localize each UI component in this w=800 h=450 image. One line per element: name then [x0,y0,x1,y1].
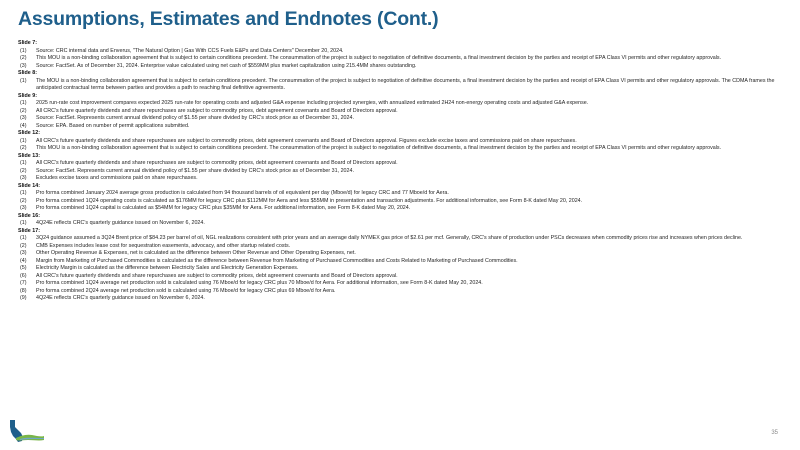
endnote-number: (2) [20,242,27,249]
endnote-item [18,288,788,296]
endnote-number: (2) [20,107,27,114]
endnote-text: Pro forma combined 1Q24 average net production sold is calculated using 76 Mboe/d for legacy CRC plus 70 Mboe/d for Aera. For additional information, see Form 8-K dated May 20, 2024. [36,280,483,286]
endnote-text: Other Operating Revenue & Expenses, net is calculated as the difference between Other Revenue and Other Operating Expenses, net. [36,250,356,256]
endnote-text: All CRC's future quarterly dividends and share repurchases are subject to commodity prices, debt agreement covenants and Board of Directors approval. [36,107,398,114]
endnote-number: (4) [20,122,27,129]
slide-heading: Slide 7: [18,40,38,46]
endnote-item [18,205,788,213]
endnote-number: (2) [20,145,27,151]
slide-heading: Slide 9: [18,92,38,99]
endnote-item [18,265,788,273]
endnote-number: (3) [20,115,27,121]
endnote-text: The MOU is a non-binding collaboration agreement that is subject to certain conditions precedent. The consummation of the project is subject to negotiation of definitive documents, a final investment decision by the parties and receipt of EPA Class VI permits and other regulatory approvals. The CDMA frames the anticipated contractual terms between parties and provides a path to reaching final definitive agreements. [36,77,775,91]
endnote-number: (1) [20,160,27,166]
slide-heading: Slide 17: [18,227,40,234]
endnote-number: (1) [20,77,27,84]
endnote-item [18,250,788,258]
endnote-item [18,115,788,123]
endnote-text: Pro forma combined 1Q24 capital is calculated as $54MM for legacy CRC plus $35MM for Aera. For additional information, see Form 8-K dated May 20, 2024. [36,205,411,211]
slide-heading: Slide 12: [18,130,40,136]
endnote-item [18,63,788,71]
endnote-item [18,190,788,198]
slide-heading: Slide 16: [18,212,40,219]
endnote-text: 4Q24E reflects CRC's quarterly guidance issued on November 6, 2024. [36,295,205,301]
endnote-number: (1) [20,190,27,196]
endnote-number: (6) [20,272,27,279]
endnote-item [18,78,788,93]
endnote-text: Pro forma combined 1Q24 operating costs is calculated as $176MM for legacy CRC plus $112MM for Aera and less $55MM in presentation and transaction adjustments. For additional information, see Form 8-K dated May 20, 2024. [36,197,583,204]
endnote-number: (3) [20,205,27,211]
endnote-number: (3) [20,62,27,69]
endnote-text: Source: FactSet. As of December 31, 2024. Enterprise value calculated using net cash of $559MM plus market capitalization using 215.4MM shares outstanding. [36,62,417,69]
endnote-item [18,160,788,168]
endnote-item [18,138,788,146]
endnote-text: Margin from Marketing of Purchased Commodities is calculated as the difference between Revenue from Marketing of Purchased Commodities and Costs Related to Marketing of Purchased Commodities. [36,257,518,264]
endnote-text: 4Q24E reflects CRC's quarterly guidance issued on November 6, 2024. [36,220,205,226]
endnote-number: (9) [20,295,27,301]
endnote-number: (5) [20,265,27,271]
endnote-number: (2) [20,167,27,174]
endnote-item [18,295,788,303]
endnote-item [18,258,788,266]
endnote-item [18,108,788,116]
endnote-item [18,100,788,108]
page-number: 35 [771,430,778,436]
endnote-text: This MOU is a non-binding collaboration agreement that is subject to certain conditions precedent. The consummation of the project is subject to negotiation of definitive documents, a final investment decision by the parties and receipt of EPA Class VI permits and other regulatory approvals. [36,55,722,61]
endnote-number: (1) [20,137,27,144]
endnote-text: This MOU is a non-binding collaboration agreement that is subject to certain conditions precedent. The consummation of the project is subject to negotiation of definitive documents, a final investment decision by the parties and receipt of EPA Class VI permits and other regulatory approvals. [36,145,722,151]
slide-heading: Slide 8: [18,70,38,76]
endnote-text: Source: FactSet. Represents current annual dividend policy of $1.55 per share divided by CRC's stock price as of December 31, 2024. [36,167,354,174]
endnote-number: (1) [20,220,27,226]
page-title: Assumptions, Estimates and Endnotes (Cont.) [18,8,439,30]
california-shape-logo [6,418,46,444]
endnote-item [18,220,788,228]
endnote-item [18,235,788,243]
endnote-item [18,175,788,183]
endnote-text: All CRC's future quarterly dividends and share repurchases are subject to commodity prices, debt agreement covenants and Board of Directors approval. [36,160,398,166]
endnote-item [18,48,788,56]
slide-heading: Slide 14: [18,182,40,189]
endnote-text: CMB Expenses includes lease cost for sequestration easements, advocacy, and other startup related costs. [36,242,291,249]
endnote-number: (8) [20,287,27,294]
endnote-item [18,280,788,288]
endnote-text: 2025 run-rate cost improvement compares expected 2025 run-rate for operating costs and adjusted G&A expense including projected synergies, with annualized estimated 2H24 non-energy operating costs and adjusted G&A expense. [36,100,589,106]
endnote-number: (1) [20,235,27,241]
endnote-text: Pro forma combined January 2024 average gross production is calculated from 94 thousand barrels of oil equivalent per day (Mboe/d) for legacy CRC and 77 Mboe/d for Aera. [36,190,449,196]
endnote-number: (1) [20,47,27,54]
endnote-number: (7) [20,280,27,286]
endnote-text: 3Q24 guidance assumed a 3Q24 Brent price of $84.23 per barrel of oil, NGL realizations consistent with prior years and an average daily NYMEX gas price of $2.61 per mcf. Generally, CRC's share of production under PSCs decreases when commodity prices rise and increases when prices decline. [36,235,743,241]
endnote-text: Source: CRC internal data and Enverus, "The Natural Option | Gas With CCS Fuels E&Ps and Data Centers" December 20, 2024. [36,47,344,54]
endnote-number: (3) [20,250,27,256]
endnote-item [18,243,788,251]
endnote-text: Pro forma combined 2Q24 average net production sold is calculated using 76 Mboe/d for legacy CRC plus 69 Mboe/d for Aera. [36,287,336,294]
endnote-text: Source: EPA. Based on number of permit applications submitted. [36,122,190,129]
endnote-number: (2) [20,55,27,61]
endnote-item [18,123,788,131]
endnote-item [18,168,788,176]
endnote-text: All CRC's future quarterly dividends and share repurchases are subject to commodity prices, debt agreement covenants and Board of Directors approval. [36,272,398,279]
endnote-number: (1) [20,100,27,106]
endnote-number: (4) [20,257,27,264]
endnote-item [18,55,788,63]
endnotes-list [18,40,788,303]
endnote-item [18,145,788,153]
endnote-item [18,198,788,206]
endnote-number: (2) [20,197,27,204]
endnote-text: Source: FactSet. Represents current annual dividend policy of $1.55 per share divided by CRC's stock price as of December 31, 2024. [36,115,354,121]
endnote-item [18,273,788,281]
endnote-number: (3) [20,175,27,181]
endnote-text: Excludes excise taxes and commissions paid on share repurchases. [36,175,198,181]
endnote-text: Electricity Margin is calculated as the difference between Electricity Sales and Electricity Generation Expenses. [36,265,299,271]
slide-heading: Slide 13: [18,152,40,159]
endnote-text: All CRC's future quarterly dividends and share repurchases are subject to commodity prices, debt agreement covenants and Board of Directors approval. Figures exclude excise taxes and commissions paid on share repurchases. [36,137,577,144]
